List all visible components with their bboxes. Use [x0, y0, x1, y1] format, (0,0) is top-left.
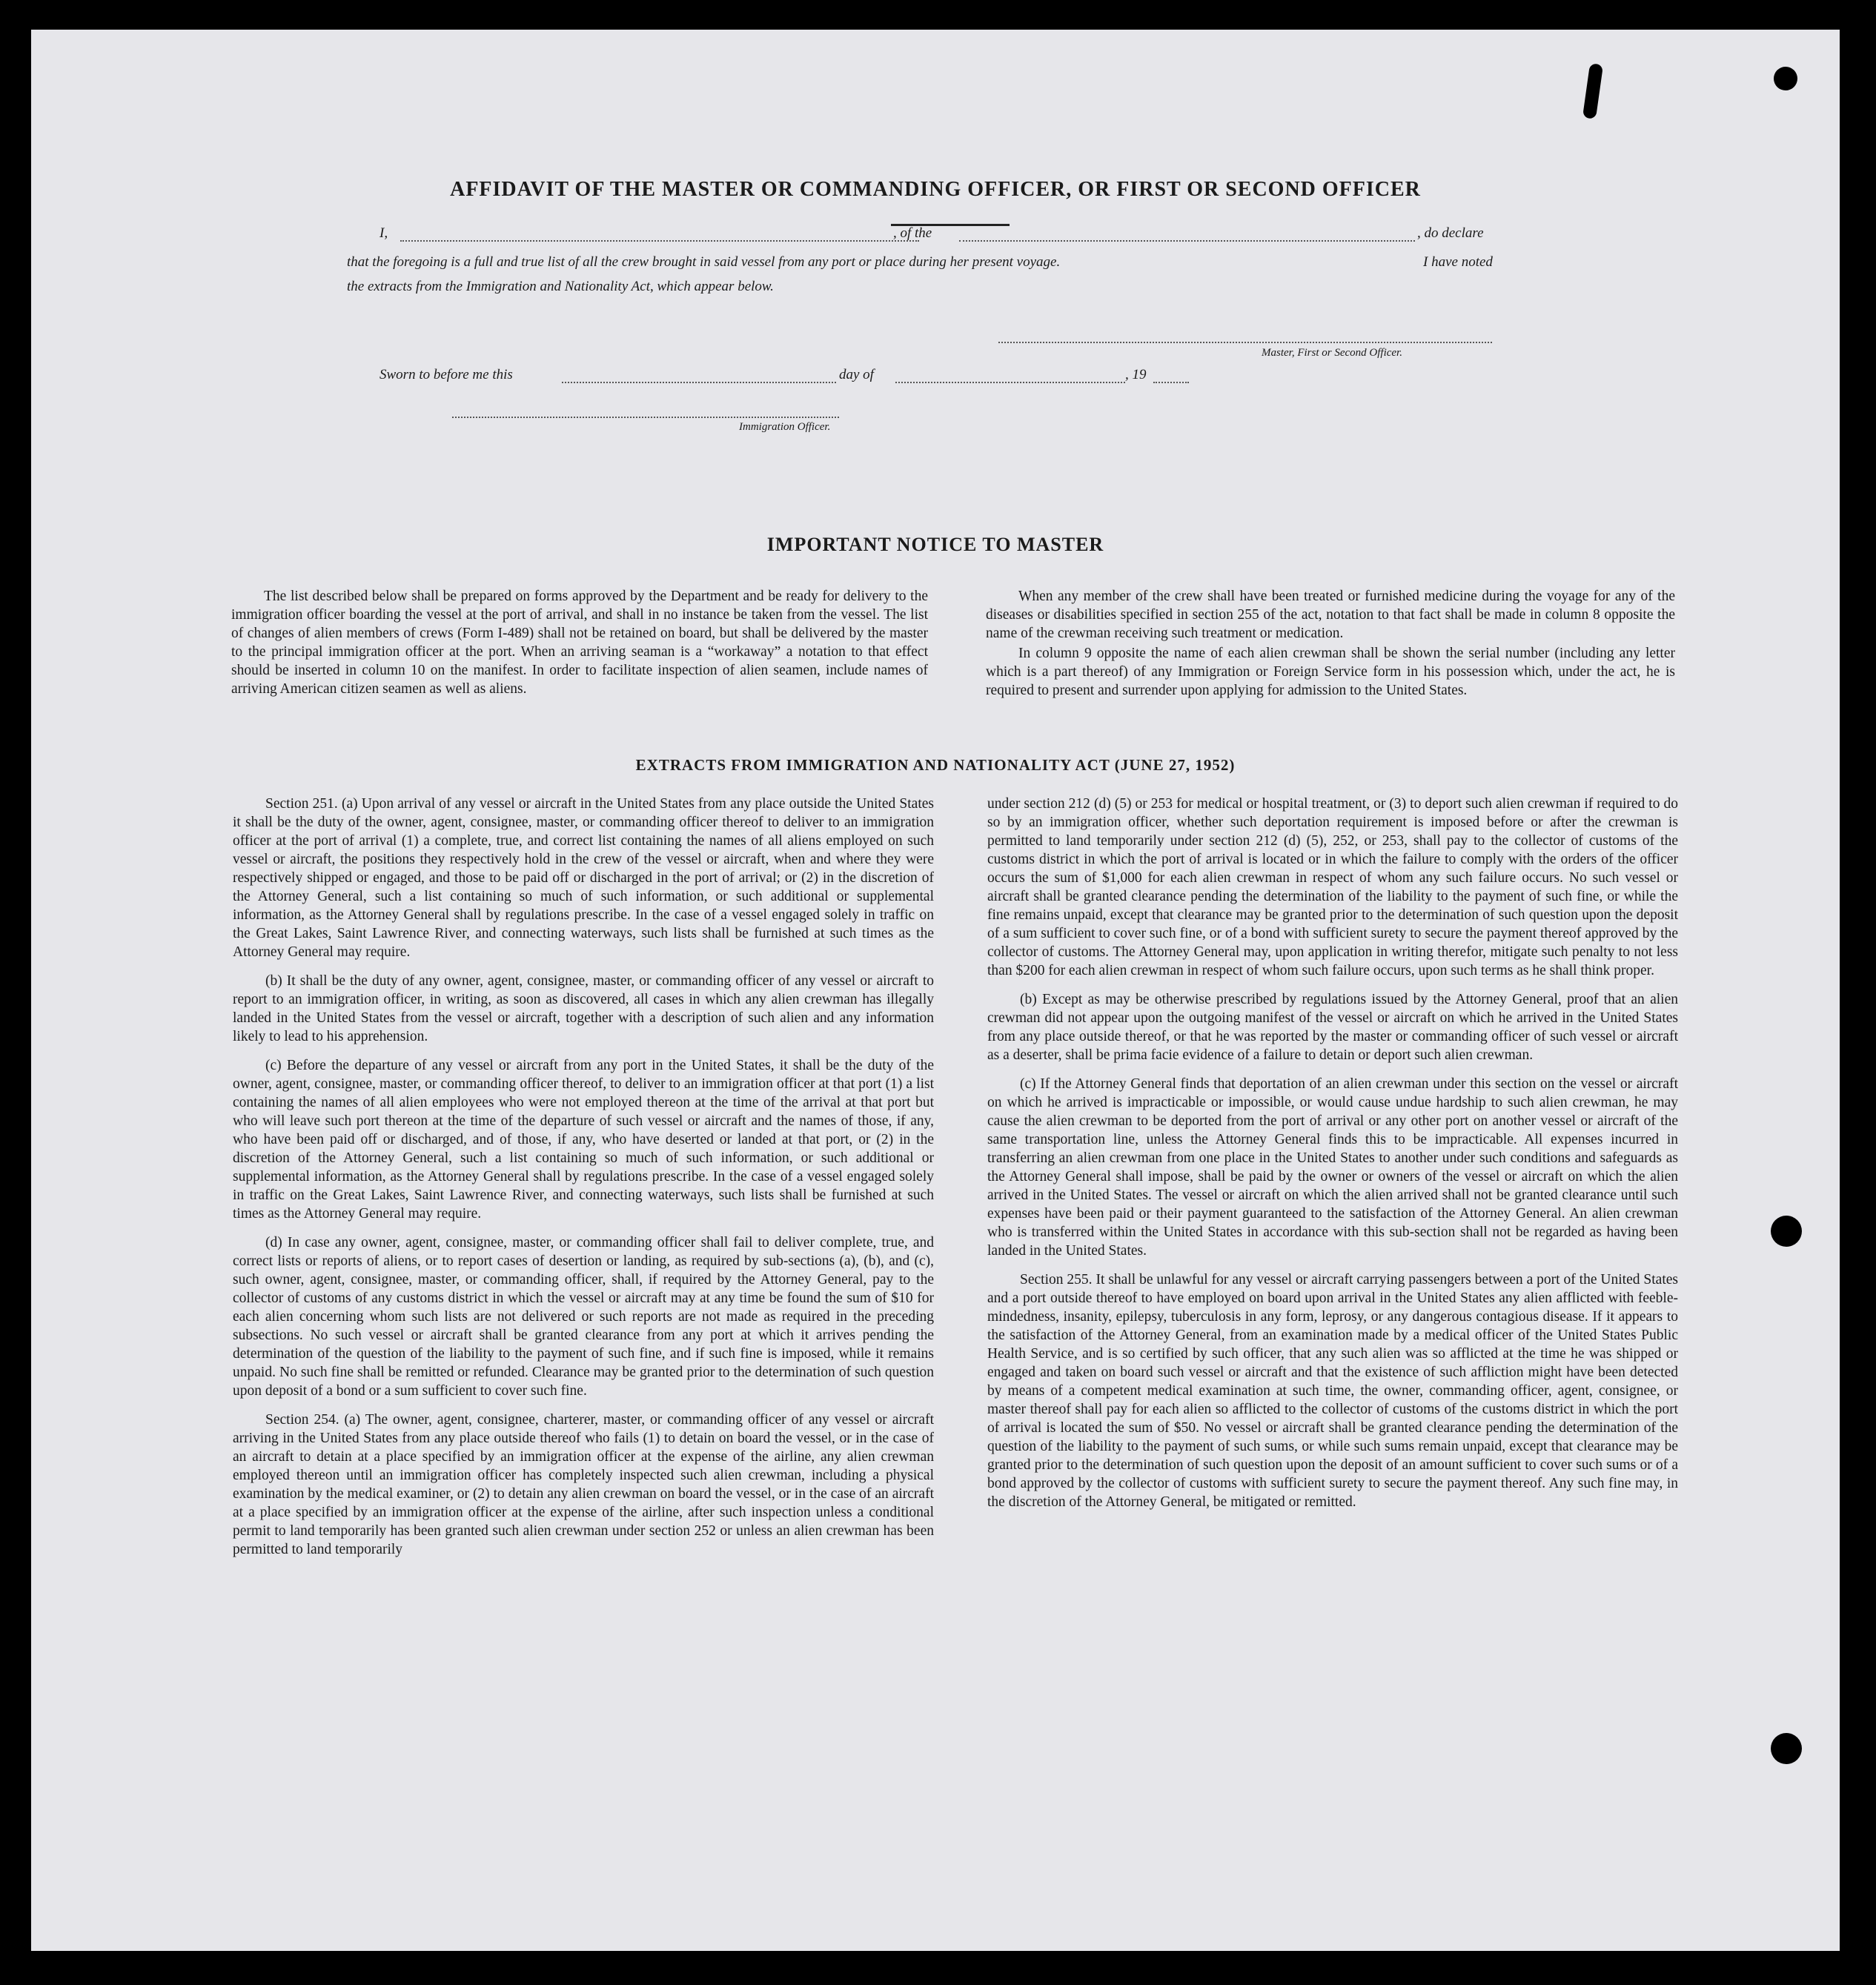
sworn-day-blank[interactable]	[562, 382, 836, 383]
i-label: I,	[379, 225, 388, 241]
section-254-a: Section 254. (a) The owner, agent, consignee, charterer, master, or commanding officer of any vessel or aircraft arriving in the United States from any place outside thereof who fails (1) to detain on board the vessel, or in the case of an aircraft to detain at a place specified by an immigration officer at the expense of the airline, any alien crewman employed thereon until an immigration officer has completely inspected such alien crewman, including a physical examination by the medical examiner, or (2) to detain any alien crewman on board the vessel, or in the case of an aircraft at a place specified by an immigration officer at the expense of the airline, after such inspection unless a conditional permit to land temporarily has been granted such alien crewman under section 252 or unless an alien crewman has been permitted to land temporarily	[233, 1412, 934, 1557]
affidavit-title: AFFIDAVIT OF THE MASTER OR COMMANDING OFFICER, OR FIRST OR SECOND OFFICER	[450, 178, 1421, 201]
notice-right-paragraph-1: When any member of the crew shall have been treated or furnished medicine during the voyage for any of the diseases or disabilities specified in section 255 of the act, notation to that fact shall be made in column 8 opposite the name of the crewman receiving such treatment or medication.	[986, 589, 1675, 641]
notice-left-paragraph: The list described below shall be prepared on forms approved by the Department and be ready for delivery to the immigration officer boarding the vessel at the port of arrival, and shall in no instance be taken from the vessel. The list of changes of alien members of crews (Form I-489) shall not be retained on board, but shall be delivered by the master to the principal immigration officer at the port. When an arriving seaman is a “workaway” a notation to that effect should be inserted in column 10 on the manifest. In order to facilitate inspection of alien seamen, include names of arriving American citizen seamen as well as aliens.	[231, 589, 928, 697]
section-251-b: (b) It shall be the duty of any owner, agent, consignee, master, or commanding officer of any vessel or aircraft to report to an immigration officer, in writing, as soon as discovered, all cases in which any alien crewman has illegally landed in the United States from the vessel or aircraft, together with a description of such alien and any information likely to lead to his apprehension.	[233, 973, 934, 1044]
notice-right-column	[986, 587, 1675, 710]
sworn-label: Sworn to before me this	[379, 367, 513, 382]
section-251-d: (d) In case any owner, agent, consignee, master, or commanding officer shall fail to deliver complete, true, and correct lists or reports of aliens, or to report cases of desertion or landing, as required by sub-sections (a), (b), and (c), such owner, agent, consignee, master, or commanding officer, shall, if required by the Attorney General, pay to the collector of customs of any customs district in which the vessel or aircraft may at any time be found the sum of $10 for each alien concerning whom such lists are not delivered or such reports are not made as required in the preceding subsections. No such vessel or aircraft shall be granted clearance from any port at which it arrives pending the determination of the question of the liability to the payment of such fine, and if such fine is imposed, while it remains unpaid. No such fine shall be remitted or refunded. Clearance may be granted prior to the determination of such question upon deposit of a bond or a sum sufficient to cover such fine.	[233, 1235, 934, 1399]
year-label: , 19	[1125, 367, 1147, 382]
punch-hole-bottom	[1771, 1733, 1802, 1764]
sworn-year-blank[interactable]	[1153, 382, 1189, 383]
master-signature-line[interactable]	[998, 342, 1492, 343]
day-of-label: day of	[839, 367, 874, 382]
notice-right-paragraph-2: In column 9 opposite the name of each alien crewman shall be shown the serial number (including any letter which is a part thereof) of any Immigration or Foreign Service form in his possession which, under the act, he is required to present and surrender upon applying for admission to the United States.	[986, 646, 1675, 698]
immigration-signature-line[interactable]	[452, 417, 839, 418]
noted-label: I have noted	[1423, 254, 1493, 270]
punch-hole-top	[1774, 67, 1797, 90]
extracts-title: EXTRACTS FROM IMMIGRATION AND NATIONALITY ACT (JUNE 27, 1952)	[635, 756, 1236, 774]
name-blank[interactable]	[400, 240, 919, 242]
section-254-b: (b) Except as may be otherwise prescribed by regulations issued by the Attorney General, proof that an alien crewman did not appear upon the outgoing manifest of the vessel or aircraft on which he arrived in the United States from any place outside thereof, or that he was reported by the master or commanding officer of such vessel or aircraft as a deserter, shall be prima facie evidence of a failure to detain or deport such alien crewman.	[987, 992, 1678, 1063]
master-caption: Master, First or Second Officer.	[1262, 347, 1402, 359]
notice-left-column	[231, 587, 928, 709]
sworn-month-blank[interactable]	[895, 382, 1125, 383]
section-254-c: (c) If the Attorney General finds that deportation of an alien crewman under this section on the vessel or aircraft on which he arrived is impracticable or impossible, or would cause undue hardship to such alien crewman, he may cause the alien crewman to be deported from the port of arrival or any other port on another vessel or aircraft of the same transportation line, unless the Attorney General finds this to be impracticable. All expenses incurred in transferring an alien crewman from one place in the United States to another under such conditions and safeguards as the Attorney General shall impose, shall be paid by the owner or owners of the vessel or aircraft on which the alien arrived in the United States. The vessel or aircraft on which the alien arrived shall not be granted clearance until such expenses have been paid or their payment guaranteed to the satisfaction of the Attorney General. An alien crewman who is transferred within the United States in accordance with this sub-section shall not be regarded as having been landed in the United States.	[987, 1076, 1678, 1259]
statement-line-1: that the foregoing is a full and true list of all the crew brought in said vessel from any port or place during her present voyage.	[347, 254, 1061, 270]
section-254-a-continued: under section 212 (d) (5) or 253 for medical or hospital treatment, or (3) to deport such alien crewman if required to do so by an immigration officer, whether such deportation requirement is imposed before or after the crewman is permitted to land temporarily under section 212 (d) (5), 252, or 253, shall pay to the collector of customs of the customs district in which the port of arrival is located or in which the failure to comply with the orders of the officer occurs the sum of $1,000 for each alien crewman in respect of whom any such failure occurs. No such vessel or aircraft shall be granted clearance pending the determination of the liability to the payment of such fine, or while the fine remains unpaid, except that clearance may be granted prior to the determination of such question upon the deposit of a sum sufficient to cover such fine, or of a bond with sufficient surety to secure the payment thereof approved by the collector of customs. The Attorney General may, upon application in writing therefor, mitigate such penalty to not less than $200 for each alien crewman in respect of whom such failure occurs, upon such terms as he shall think proper.	[987, 796, 1678, 978]
do-declare-label: , do declare	[1417, 225, 1484, 241]
vessel-blank[interactable]	[959, 240, 1415, 242]
immigration-caption: Immigration Officer.	[739, 421, 831, 433]
section-251-c: (c) Before the departure of any vessel or aircraft from any port in the United States, it shall be the duty of the owner, agent, consignee, master, or commanding officer thereof, to deliver to an immigration officer at that port (1) a list containing the names of all alien employees who were not employed thereon at the time of the arrival at that port but who will leave such port thereon at the time of the departure of such vessel or aircraft and the names of those, if any, who have been paid off or discharged, and of those, if any, who have deserted or landed at that port, or (2) in the discretion of the Attorney General, such a list containing so much of such information, or such additional or supplemental information, as the Attorney General shall by regulations prescribe. In the case of a vessel engaged solely in traffic on the Great Lakes, Saint Lawrence River, and connecting waterways, such lists shall be furnished at such times as the Attorney General may require.	[233, 1058, 934, 1222]
ink-mark	[1582, 63, 1603, 119]
section-255: Section 255. It shall be unlawful for any vessel or aircraft carrying passengers between a port of the United States and a port outside thereof to have employed on board upon arrival in the United States any alien afflicted with feeble-mindedness, insanity, epilepsy, tuberculosis in any form, leprosy, or any dangerous contagious disease. If it appears to the satisfaction of the Attorney General, from an examination made by a medical officer of the United States Public Health Service, and is so certified by such officer, that any such alien was so afflicted at the time he was shipped or engaged and taken on board such vessel or aircraft and that the existence of such affliction might have been detected by means of a competent medical examination at such time, the owner, commanding officer, agent, consignee, or master thereof shall pay for each alien so afflicted to the collector of customs of the customs district in which the port of arrival is located the sum of $50. No vessel or aircraft shall be granted clearance pending the determination of the question of the liability to the payment of such sums, or while such sums remain unpaid, except that clearance may be granted prior to the determination of such question upon the deposit of an amount sufficient to cover such sums or of a bond approved by the collector of customs with sufficient surety to secure the payment thereof. Any such fine may, in the discretion of the Attorney General, be mitigated or remitted.	[987, 1272, 1678, 1510]
document-page	[31, 30, 1840, 1951]
notice-title: IMPORTANT NOTICE TO MASTER	[766, 534, 1104, 555]
extracts-left-column	[233, 795, 934, 1569]
punch-hole-middle	[1771, 1216, 1802, 1247]
statement-line-2: the extracts from the Immigration and Nationality Act, which appear below.	[347, 279, 774, 294]
section-251-a: Section 251. (a) Upon arrival of any vessel or aircraft in the United States from any place outside the United States it shall be the duty of the owner, agent, consignee, master, or commanding officer thereof to deliver to an immigration officer at the port of arrival (1) a complete, true, and correct list containing the names of all aliens employed on such vessel or aircraft, the positions they respectively hold in the crew of the vessel or aircraft, when and where they were respectively shipped or engaged, and those to be paid off or discharged in the port of arrival; or (2) in the discretion of the Attorney General, such a list containing so much of such information, or such additional or supplemental information, as the Attorney General shall by regulations prescribe. In the case of a vessel engaged solely in traffic on the Great Lakes, Saint Lawrence River, and connecting waterways, such lists shall be furnished at such times as the Attorney General may require.	[233, 796, 934, 960]
extracts-right-column	[987, 795, 1678, 1522]
of-the-label: , of the	[893, 225, 932, 241]
